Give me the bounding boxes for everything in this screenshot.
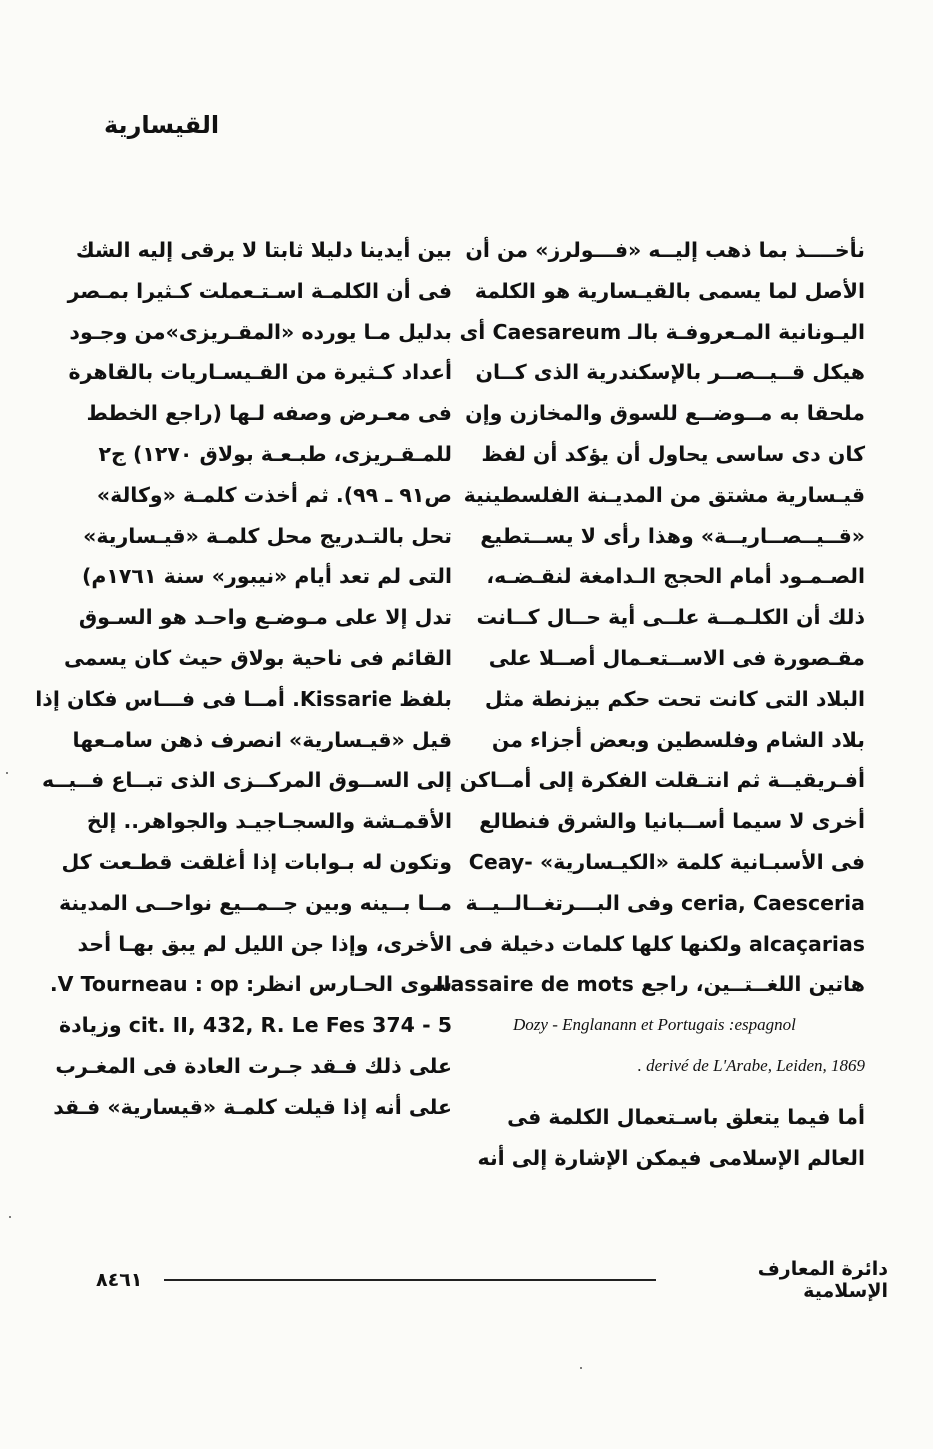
- text-line: تدل إلا على مـوضـع واحـد هو السـوق: [78, 605, 452, 630]
- text-line: بلفظ Kissarie. أمــا فى فـــاس فكان إذا: [35, 686, 452, 711]
- text-line: مقـصورة فى الاســتعـمال أصــلا على: [488, 645, 865, 670]
- page-number: ٨٤٦١: [96, 1269, 143, 1291]
- text-line: ص٩١ ـ ٩٩). ثم أخذت كلمـة «وكالة»: [96, 482, 452, 507]
- text-line: هاتين اللغــتــين، راجع Ilassaire de mots: [435, 972, 865, 997]
- text-line: كان دى ساسى يحاول أن يؤكد أن لفظ: [481, 441, 865, 466]
- text-line: فى الأسبـانية كلمة «الكيـسارية» -Ceay: [468, 849, 865, 874]
- text-line: alcaçarias ولكنها كلها كلمات دخيلة فى: [458, 931, 865, 956]
- text-line: أخرى لا سيما أســبانيا والشرق فنطالع: [479, 809, 865, 834]
- text-line: ذلك أن الكلـمــة علــى أية حــال كــانت: [476, 605, 865, 630]
- page-footer: [96, 1258, 888, 1302]
- text-line: الأصل لما يسمى بالقيـسارية هو الكلمة: [474, 278, 865, 303]
- text-line: فى أن الكلمـة اسـتـعملت كـثيرا بمـصر: [67, 278, 452, 303]
- text-line-latin: Dozy - Englanann et Portugais :espagnol: [513, 1015, 796, 1035]
- right-text-column: [435, 230, 865, 1178]
- text-line: الصـمـود أمام الحجج الـدامغة لنقـضـه،: [486, 564, 865, 589]
- text-line: بلاد الشام وفلسطين وبعض أجزاء من: [491, 727, 865, 752]
- text-line: تحل بالتـدريج محل كلمـة «قيـسارية»: [83, 523, 452, 548]
- text-line: على أنه إذا قيلت كلمـة «قيسارية» فـقد: [53, 1094, 452, 1119]
- text-line: مــا بــينه وبين جــمــيع نواحــى المدينة: [58, 890, 452, 915]
- text-line: قيـسارية مشتق من المديـنة الفلسطينية: [463, 482, 865, 507]
- text-line: الأقمـشة والسجـاجيـد والجواهر.. إلخ: [86, 809, 452, 834]
- text-line: هيكل قــيــصــر بالإسكندرية الذى كــان: [475, 360, 865, 385]
- paragraph-gap: [513, 1087, 865, 1097]
- text-line: العالم الإسلامى فيمكن الإشارة إلى أنه: [477, 1145, 865, 1170]
- text-line: ملحقا به مــوضــع للسوق والمخازن وإن: [465, 401, 865, 426]
- text-line: الأخرى، وإذا جن الليل لم يبق بهـا أحد: [77, 931, 452, 956]
- text-line: أما فيما يتعلق باسـتعمال الكلمة فى: [507, 1104, 865, 1129]
- text-line-latin: . derivé de L'Arabe, Leiden, 1869: [637, 1055, 865, 1075]
- footer-rule: [164, 1279, 656, 1281]
- text-line: أفـريقيــة ثم انتـقلت الفكرة إلى أمــاكن: [459, 768, 865, 793]
- text-line: القائم فى ناحية بولاق حيث كان يسمى: [63, 645, 452, 670]
- text-line: نأخــــذ بما ذهب إليــه «فـــولرز» من أن: [465, 238, 865, 262]
- text-line: للمـقـريزى، طبـعـة بولاق ١٢٧٠) ج٢: [98, 441, 452, 466]
- text-line: إلى الســوق المركــزى الذى تبــاع فــيــه: [41, 768, 452, 793]
- text-line: على ذلك فـقد جـرت العادة فى المغـرب: [55, 1053, 452, 1078]
- scan-speck: [580, 1367, 582, 1369]
- text-line: cit. II, 432, R. Le Fes 374 - 5 وزيادة: [59, 1013, 452, 1038]
- running-head-title: القيسارية: [104, 111, 220, 139]
- text-line: التى لم تعد أيام «نيبور» سنة ١٧٦١م): [82, 564, 452, 589]
- scan-speck: [6, 772, 8, 774]
- text-line: بدليل مـا يورده «المقـريزى»من وجـود: [69, 319, 452, 344]
- text-line: قيل «قيـسارية» انصرف ذهن سامـعها: [72, 727, 452, 752]
- text-line: أعداد كـثيرة من القـيسـاريات بالقاهرة: [68, 360, 452, 385]
- text-line: بين أيدينا دليلا ثابتا لا يرقى إليه الشك: [75, 238, 452, 262]
- text-line: وتكون له بـوابات إذا أغلقت قطـعت كل: [61, 849, 452, 874]
- scan-speck: [9, 1216, 11, 1218]
- text-line: ceria, Caesceria وفى البـــرتغــالــيــة: [465, 890, 865, 915]
- text-line: البلاد التى كانت تحت حكم بيزنطة مثل: [484, 686, 865, 711]
- left-text-column: [35, 230, 452, 1128]
- text-line: سوى الحـارس انظر: V Tourneau : op.: [49, 972, 452, 997]
- text-line: اليـونانية المـعروفـة بالـ Caesareum أى: [459, 319, 865, 344]
- text-line: فى معـرض وصفه لـها (راجع الخطط: [86, 401, 452, 426]
- footer-publication-title: دائرة المعارف الإسلامية: [757, 1258, 888, 1302]
- text-line: «قــيــصــاريــة» وهذا رأى لا يســتطيع: [480, 523, 865, 548]
